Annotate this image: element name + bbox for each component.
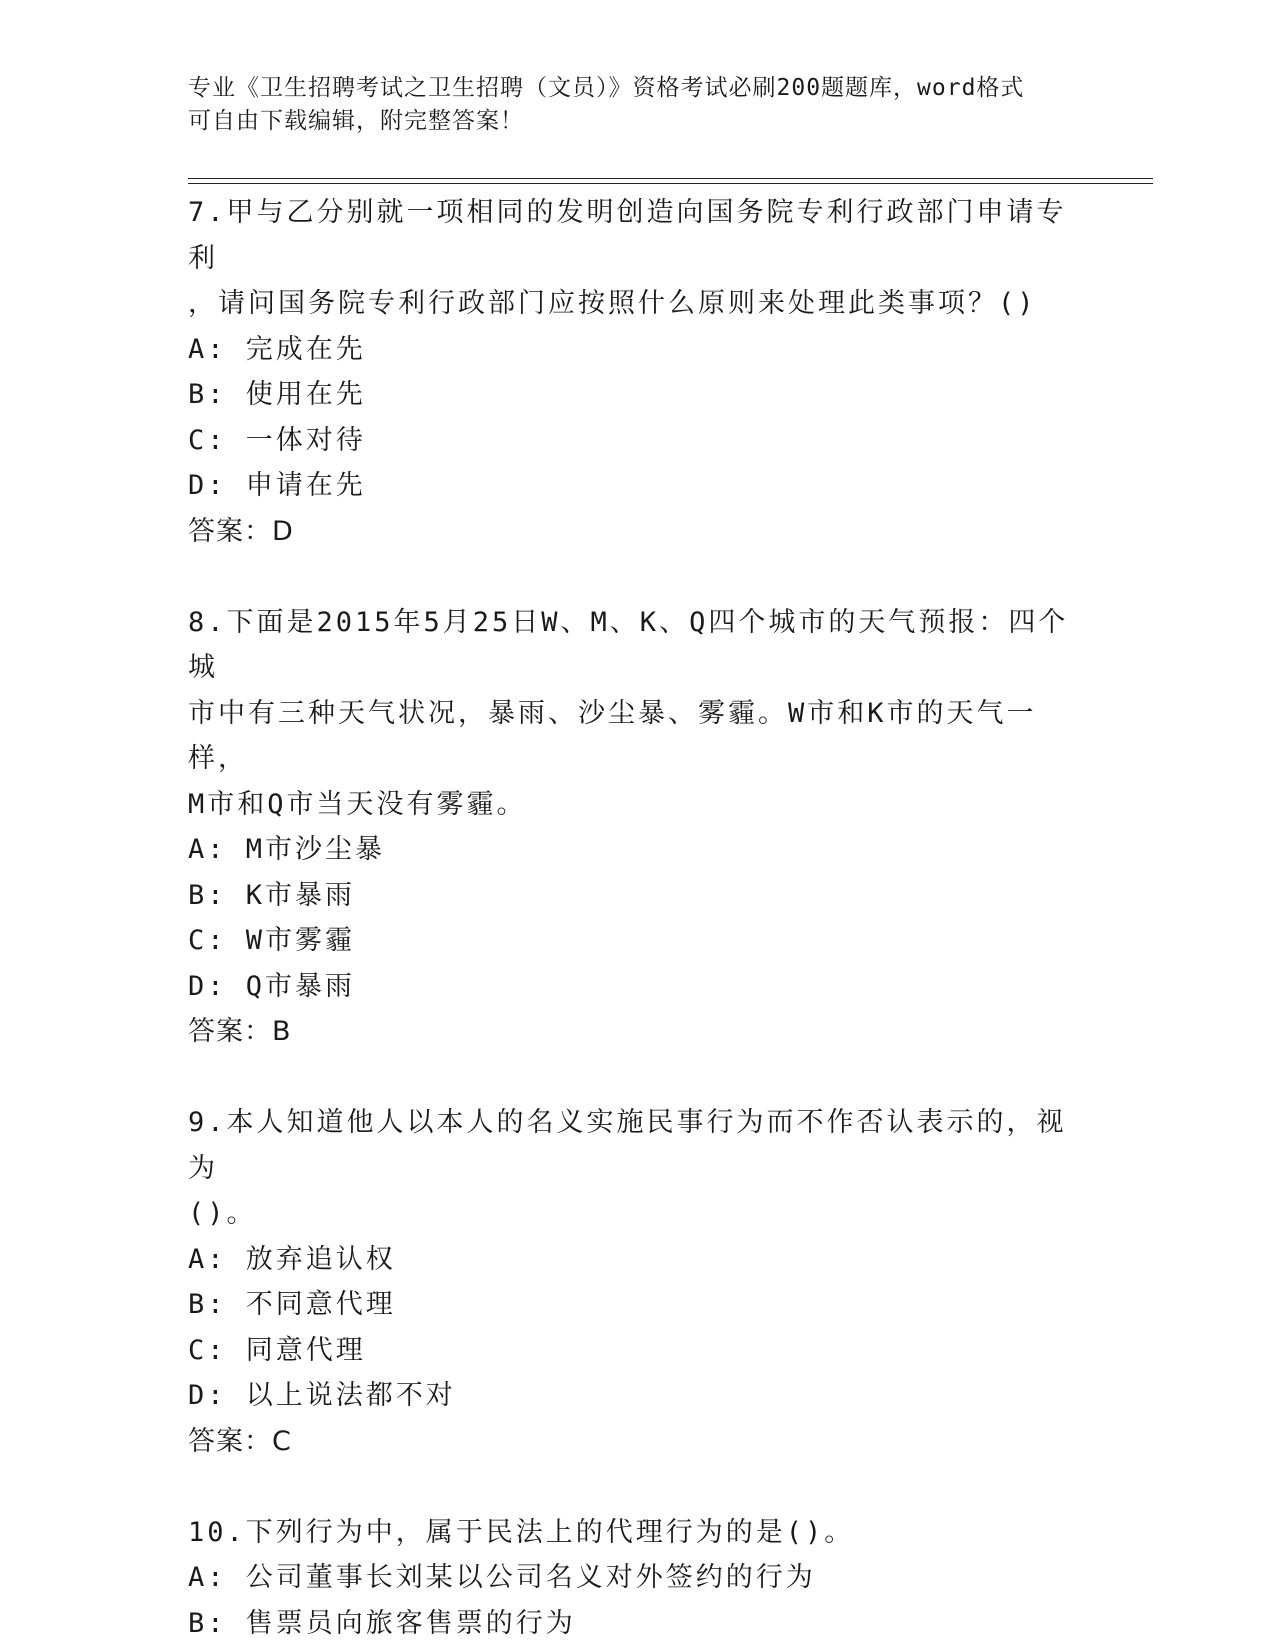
option-a: A: 完成在先 <box>188 333 366 365</box>
option-a: A: 放弃追认权 <box>188 1243 396 1275</box>
option-d: D: 以上说法都不对 <box>188 1380 456 1411</box>
question-list <box>188 190 1088 1646</box>
option-b: B: 使用在先 <box>188 379 366 410</box>
option-b: B: K市暴雨 <box>188 879 356 911</box>
header-divider-bottom <box>188 183 1153 184</box>
question-stem-line: M市和Q市当天没有雾霾。 <box>188 788 527 820</box>
spacer <box>188 554 1088 600</box>
option-d: D: Q市暴雨 <box>188 970 356 1002</box>
option-c: C: 一体对待 <box>188 424 366 456</box>
option-c: C: W市雾霾 <box>188 925 356 956</box>
question-stem-line: 9.本人知道他人以本人的名义实施民事行为而不作否认表示的，视为 <box>188 1107 1067 1184</box>
option-d: D: 申请在先 <box>188 470 366 501</box>
header-divider-top <box>188 178 1153 179</box>
document-header <box>188 72 1088 138</box>
answer: 答案：B <box>188 1016 292 1047</box>
option-a: A: 公司董事长刘某以公司名义对外签约的行为 <box>188 1562 816 1593</box>
option-b: B: 售票员向旅客售票的行为 <box>188 1607 576 1639</box>
question-stem <box>188 190 1088 327</box>
spacer <box>188 1464 1088 1510</box>
question-stem <box>188 1510 1088 1556</box>
question-10 <box>188 1510 1088 1647</box>
question-9 <box>188 1100 1088 1464</box>
question-stem-line: ，请问国务院专利行政部门应按照什么原则来处理此类事项？() <box>188 288 1037 319</box>
question-stem-line: 市中有三种天气状况，暴雨、沙尘暴、雾霾。W市和K市的天气一样， <box>188 697 1037 774</box>
question-stem-line: 10.下列行为中，属于民法上的代理行为的是()。 <box>188 1516 855 1548</box>
header-line-1: 专业《卫生招聘考试之卫生招聘（文员）》资格考试必刷200题题库，word格式 <box>188 75 1025 101</box>
question-7 <box>188 190 1088 554</box>
question-stem-line: 7.甲与乙分别就一项相同的发明创造向国务院专利行政部门申请专利 <box>188 197 1067 274</box>
option-b: B: 不同意代理 <box>188 1289 396 1320</box>
question-stem <box>188 1100 1088 1237</box>
spacer <box>188 1055 1088 1101</box>
answer: 答案：C <box>188 1425 292 1457</box>
question-stem-line: ()。 <box>188 1198 257 1229</box>
option-a: A: M市沙尘暴 <box>188 834 386 865</box>
question-8 <box>188 600 1088 1055</box>
question-stem-line: 8.下面是2015年5月25日W、M、K、Q四个城市的天气预报：四个城 <box>188 606 1069 683</box>
question-stem <box>188 600 1088 828</box>
option-c: C: 同意代理 <box>188 1334 366 1366</box>
header-line-2: 可自由下载编辑，附完整答案！ <box>188 108 524 134</box>
answer: 答案：D <box>188 515 294 547</box>
